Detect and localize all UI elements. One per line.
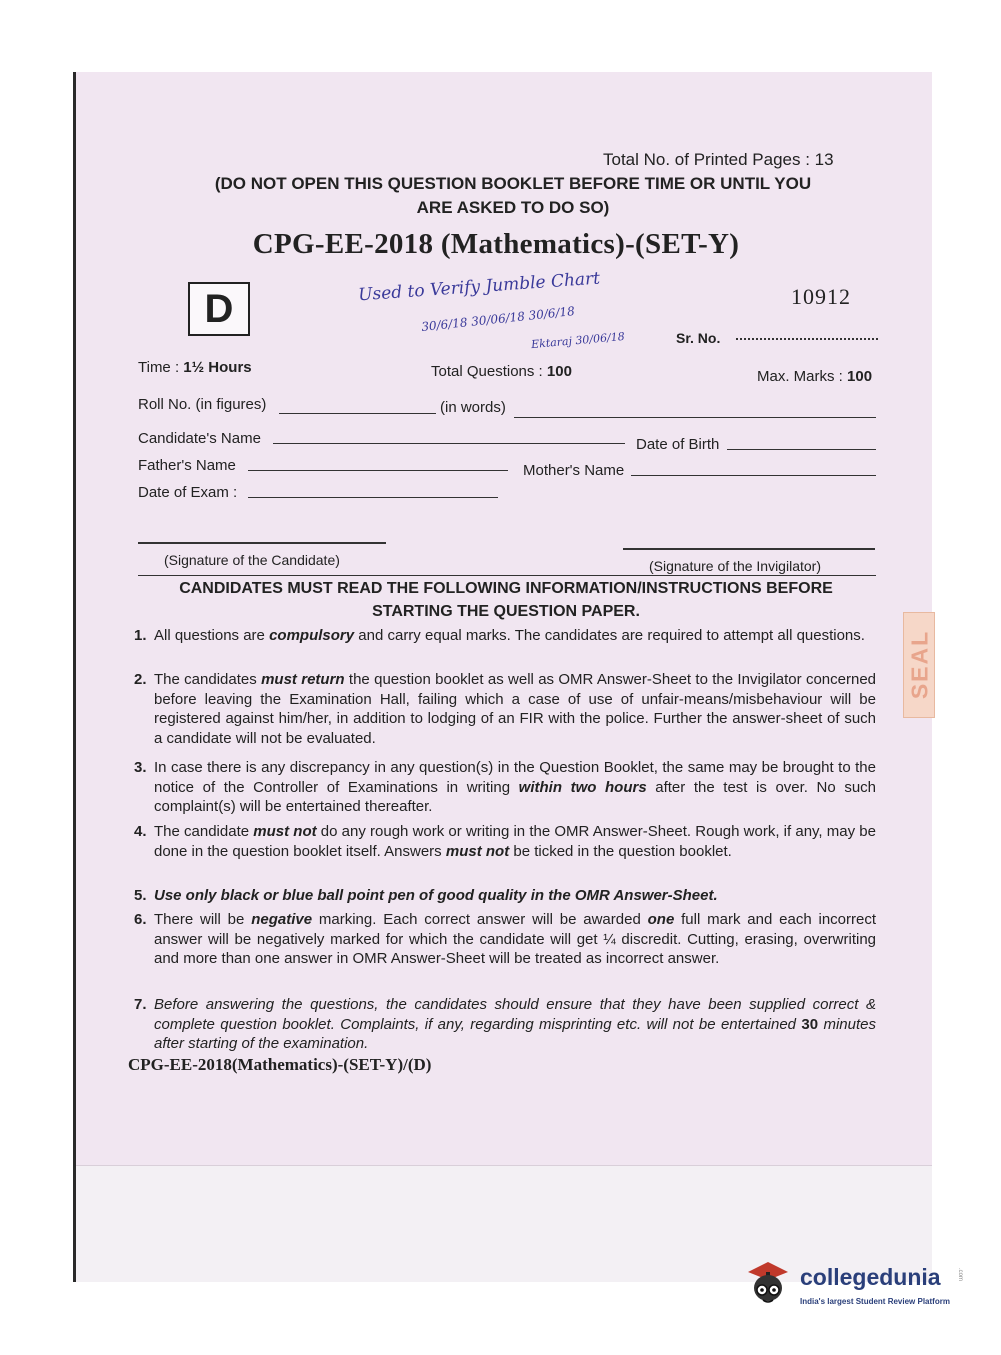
exam-date-field[interactable]	[248, 497, 498, 498]
brand-name: collegedunia	[800, 1264, 941, 1290]
brand-suffix: .com	[957, 1268, 963, 1282]
seal-sticker: SEAL	[903, 612, 935, 718]
instruction-item: 3. In case there is any discrepancy in any question(s) in the Question Booklet, the same may be brought to the notice of the Controller of Examinations in writing within two hours after the test is over. No such complaint(s) will be entertained thereafter.	[134, 759, 876, 815]
mother-name-field[interactable]	[631, 475, 876, 476]
instructions-heading-cont: STARTING THE QUESTION PAPER.	[372, 603, 640, 620]
handwritten-note: Used to Verify Jumble Chart	[357, 268, 601, 306]
dob-field[interactable]	[727, 449, 876, 450]
max-marks: Max. Marks : 100	[757, 368, 873, 385]
handwritten-signature: Ektaraj 30/06/18	[530, 329, 626, 352]
do-not-open-warning-cont: ARE ASKED TO DO SO)	[416, 198, 610, 217]
total-questions: Total Questions : 100	[431, 363, 572, 380]
sr-no-dotted-line	[736, 338, 878, 340]
mascot-icon	[742, 1258, 794, 1310]
father-name-field[interactable]	[248, 470, 508, 471]
instructions-heading: CANDIDATES MUST READ THE FOLLOWING INFORMATION/INSTRUCTIONS BEFORE	[179, 580, 833, 597]
footer-paper-code: CPG-EE-2018(Mathematics)-(SET-Y)/(D)	[128, 1055, 432, 1074]
instruction-item: 2. The candidates must return the question booklet as well as OMR Answer-Sheet to the Invigilator concerned before leaving the Examination Hall, failing which a case of use of unfair-means/misbehaviour will be registered against him/her, in addition to lodging of an FIR with the police. Further the answer-sheet of such a candidate will not be evaluated.	[134, 671, 877, 747]
invigilator-signature-line[interactable]	[623, 548, 875, 550]
question-booklet-cover	[73, 72, 932, 1282]
divider	[138, 575, 876, 576]
brand-watermark	[742, 1258, 972, 1318]
paper-title: CPG-EE-2018 (Mathematics)-(SET-Y)	[252, 228, 740, 260]
father-name-label: Father's Name	[138, 457, 236, 474]
instruction-item: 6. There will be negative marking. Each correct answer will be awarded one full mark and each incorrect answer will be negatively marked for which the candidate will get ¼ discredit. Cutting, erasing, overwriting and more than one answer in OMR Answer-Sheet will be treated as incorrect answer.	[134, 911, 877, 967]
set-letter-box: D	[188, 282, 250, 336]
invigilator-signature-label: (Signature of the Invigilator)	[649, 558, 821, 574]
roll-no-words-field[interactable]	[514, 417, 876, 418]
do-not-open-warning: (DO NOT OPEN THIS QUESTION BOOKLET BEFORE TIME OR UNTIL YOU	[214, 174, 812, 193]
exam-date-label: Date of Exam :	[138, 484, 238, 501]
dob-label: Date of Birth	[636, 436, 720, 453]
candidate-name-field[interactable]	[273, 443, 625, 444]
mother-name-label: Mother's Name	[523, 462, 625, 479]
exam-duration: Time : 1½ Hours	[138, 359, 252, 376]
serial-number: 10912	[791, 284, 851, 309]
candidate-name-label: Candidate's Name	[138, 430, 261, 447]
roll-no-words-label: (in words)	[440, 399, 506, 416]
roll-no-figures-field[interactable]	[279, 413, 436, 414]
handwritten-signatures: 30/6/18 30/06/18 30/6/18	[420, 303, 576, 335]
instruction-item: 4. The candidate must not do any rough work or writing in the OMR Answer-Sheet. Rough work, if any, may be done in the question booklet itself. Answers must not be ticked in the question booklet.	[134, 823, 876, 860]
printed-pages-count: Total No. of Printed Pages : 13	[603, 150, 834, 169]
candidate-signature-label: (Signature of the Candidate)	[164, 552, 340, 568]
instruction-item: 1. All questions are compulsory and carry equal marks. The candidates are required to attempt all questions.	[134, 627, 865, 644]
candidate-signature-line[interactable]	[138, 542, 386, 544]
instruction-item: 7. Before answering the questions, the candidates should ensure that they have been supplied correct & complete question booklet. Complaints, if any, regarding misprinting etc. will not be entertained 30 minutes after starting of the examination.	[134, 996, 876, 1052]
brand-tagline: India's largest Student Review Platform	[800, 1297, 950, 1306]
instruction-item: 5. Use only black or blue ball point pen of good quality in the OMR Answer-Sheet.	[134, 887, 718, 904]
roll-no-label: Roll No. (in figures)	[138, 396, 267, 413]
sr-no-label: Sr. No.	[676, 330, 721, 346]
